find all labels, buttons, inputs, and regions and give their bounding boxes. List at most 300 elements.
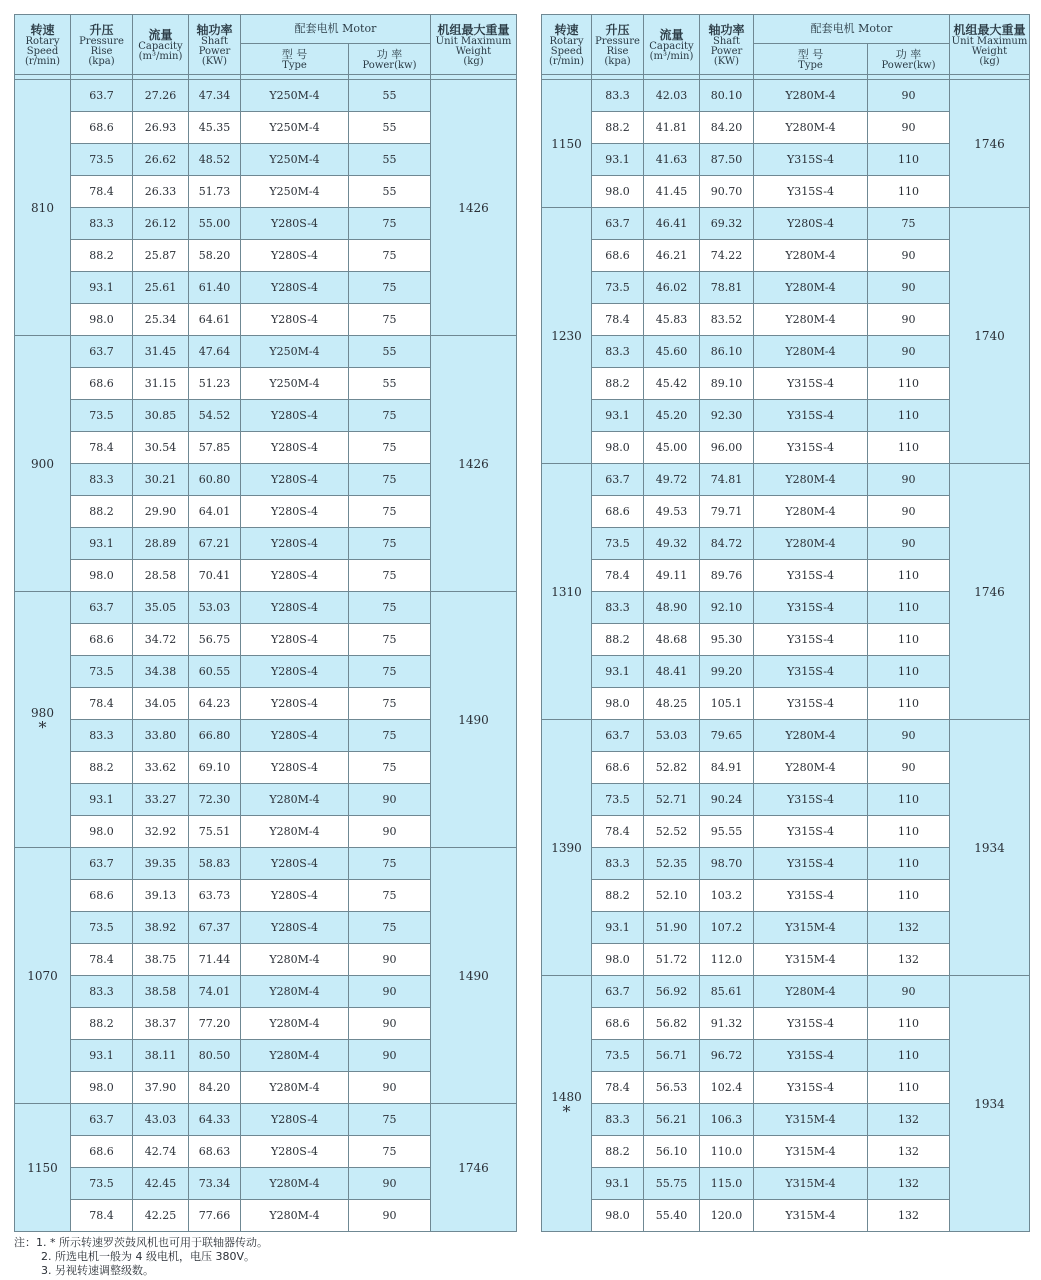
pressure-cell: 98.0 [592,944,644,976]
motor-type-cell: Y315S-4 [754,816,868,848]
star-marker: * [562,1101,571,1121]
shaft-power-cell: 96.72 [700,1040,754,1072]
speed-value: 900 [31,456,54,471]
pressure-cell: 78.4 [71,944,133,976]
header-capacity: 流量 Capacity (m³/min) [644,15,700,75]
motor-type-cell: Y280M-4 [754,496,868,528]
capacity-cell: 53.03 [644,720,700,752]
header-motor: 配套电机 Motor [754,15,950,44]
shaft-power-cell: 80.10 [700,80,754,112]
pressure-cell: 83.3 [71,976,133,1008]
weight-cell: 1426 [431,80,517,336]
pressure-cell: 88.2 [592,1136,644,1168]
motor-power-cell: 75 [349,208,431,240]
header-motor-power: 功 率 Power(kw) [349,44,431,75]
motor-power-cell: 132 [868,1200,950,1232]
capacity-cell: 45.60 [644,336,700,368]
motor-type-cell: Y315M-4 [754,1168,868,1200]
capacity-cell: 56.82 [644,1008,700,1040]
capacity-cell: 42.03 [644,80,700,112]
shaft-power-cell: 84.20 [189,1072,241,1104]
shaft-power-cell: 73.34 [189,1168,241,1200]
motor-power-cell: 75 [349,752,431,784]
pressure-cell: 93.1 [592,656,644,688]
footnote-3: 3. 另视转速调整级数。 [41,1264,154,1277]
capacity-cell: 34.38 [133,656,189,688]
motor-power-cell: 75 [349,880,431,912]
pressure-cell: 93.1 [71,784,133,816]
capacity-cell: 48.25 [644,688,700,720]
pressure-cell: 88.2 [592,112,644,144]
motor-type-cell: Y315S-4 [754,688,868,720]
motor-type-cell: Y280M-4 [754,720,868,752]
motor-type-cell: Y280M-4 [241,944,349,976]
speed-value: 810 [31,200,54,215]
motor-power-cell: 90 [868,336,950,368]
shaft-power-cell: 120.0 [700,1200,754,1232]
shaft-power-cell: 60.80 [189,464,241,496]
motor-power-cell: 90 [349,1008,431,1040]
shaft-power-cell: 63.73 [189,880,241,912]
motor-power-cell: 75 [349,560,431,592]
motor-power-cell: 75 [349,848,431,880]
capacity-cell: 33.80 [133,720,189,752]
motor-type-cell: Y315S-4 [754,656,868,688]
motor-power-cell: 75 [349,592,431,624]
table-row [542,976,1030,1008]
motor-type-cell: Y280M-4 [241,816,349,848]
motor-type-cell: Y280M-4 [241,1200,349,1232]
pressure-cell: 78.4 [71,176,133,208]
shaft-power-cell: 69.10 [189,752,241,784]
weight-cell: 1490 [431,592,517,848]
shaft-power-cell: 86.10 [700,336,754,368]
motor-type-cell: Y280S-4 [241,656,349,688]
weight-cell: 1740 [950,208,1030,464]
motor-power-cell: 110 [868,432,950,464]
motor-power-cell: 75 [349,496,431,528]
shaft-power-cell: 80.50 [189,1040,241,1072]
motor-type-cell: Y315S-4 [754,176,868,208]
shaft-power-cell: 112.0 [700,944,754,976]
motor-type-cell: Y315S-4 [754,1008,868,1040]
pressure-cell: 73.5 [592,528,644,560]
motor-type-cell: Y250M-4 [241,176,349,208]
shaft-power-cell: 70.41 [189,560,241,592]
motor-type-cell: Y280M-4 [241,784,349,816]
motor-power-cell: 110 [868,176,950,208]
pressure-cell: 63.7 [592,208,644,240]
shaft-power-cell: 79.71 [700,496,754,528]
capacity-cell: 33.62 [133,752,189,784]
shaft-power-cell: 68.63 [189,1136,241,1168]
shaft-power-cell: 84.20 [700,112,754,144]
shaft-power-cell: 71.44 [189,944,241,976]
motor-power-cell: 55 [349,368,431,400]
shaft-power-cell: 84.91 [700,752,754,784]
pressure-cell: 93.1 [592,400,644,432]
pressure-cell: 83.3 [592,592,644,624]
motor-power-cell: 90 [868,528,950,560]
motor-type-cell: Y315S-4 [754,1040,868,1072]
shaft-power-cell: 89.76 [700,560,754,592]
speed-cell [15,336,71,592]
capacity-cell: 46.02 [644,272,700,304]
motor-type-cell: Y250M-4 [241,112,349,144]
capacity-cell: 52.71 [644,784,700,816]
pressure-cell: 83.3 [592,80,644,112]
speed-value: 1070 [27,968,58,983]
header-pressure: 升压 Pressure Rise (kpa) [592,15,644,75]
motor-type-cell: Y280M-4 [241,1168,349,1200]
motor-type-cell: Y315S-4 [754,880,868,912]
motor-type-cell: Y280S-4 [241,688,349,720]
shaft-power-cell: 56.75 [189,624,241,656]
motor-power-cell: 110 [868,816,950,848]
table-row [15,1104,517,1136]
pressure-cell: 68.6 [71,880,133,912]
motor-power-cell: 132 [868,1104,950,1136]
capacity-cell: 48.68 [644,624,700,656]
pressure-cell: 83.3 [71,208,133,240]
motor-power-cell: 75 [868,208,950,240]
motor-type-cell: Y280M-4 [754,272,868,304]
left-performance-table [14,14,517,1232]
capacity-cell: 39.35 [133,848,189,880]
motor-power-cell: 90 [868,80,950,112]
shaft-power-cell: 67.21 [189,528,241,560]
capacity-cell: 26.62 [133,144,189,176]
capacity-cell: 56.21 [644,1104,700,1136]
capacity-cell: 26.93 [133,112,189,144]
pressure-cell: 73.5 [71,912,133,944]
capacity-cell: 28.89 [133,528,189,560]
shaft-power-cell: 90.24 [700,784,754,816]
motor-power-cell: 90 [868,464,950,496]
motor-power-cell: 75 [349,272,431,304]
motor-type-cell: Y280S-4 [241,912,349,944]
motor-type-cell: Y315S-4 [754,784,868,816]
shaft-power-cell: 77.66 [189,1200,241,1232]
capacity-cell: 26.12 [133,208,189,240]
motor-type-cell: Y280S-4 [241,1104,349,1136]
pressure-cell: 78.4 [71,688,133,720]
motor-type-cell: Y280S-4 [754,208,868,240]
pressure-cell: 73.5 [71,400,133,432]
shaft-power-cell: 92.10 [700,592,754,624]
motor-type-cell: Y280M-4 [754,304,868,336]
capacity-cell: 42.45 [133,1168,189,1200]
capacity-cell: 31.15 [133,368,189,400]
motor-type-cell: Y280M-4 [754,112,868,144]
motor-type-cell: Y315S-4 [754,592,868,624]
speed-cell [542,80,592,208]
pressure-cell: 68.6 [592,240,644,272]
capacity-cell: 39.13 [133,880,189,912]
weight-cell: 1934 [950,976,1030,1232]
header-speed: 转速 Rotary Speed (r/min) [15,15,71,75]
motor-power-cell: 110 [868,560,950,592]
motor-type-cell: Y315S-4 [754,560,868,592]
table-row [15,848,517,880]
motor-power-cell: 90 [868,976,950,1008]
motor-power-cell: 110 [868,688,950,720]
pressure-cell: 88.2 [592,880,644,912]
pressure-cell: 68.6 [592,752,644,784]
motor-type-cell: Y315S-4 [754,1072,868,1104]
motor-type-cell: Y280M-4 [754,240,868,272]
weight-cell: 1746 [950,80,1030,208]
capacity-cell: 51.72 [644,944,700,976]
capacity-cell: 38.75 [133,944,189,976]
capacity-cell: 41.45 [644,176,700,208]
pressure-cell: 98.0 [592,1200,644,1232]
capacity-cell: 45.20 [644,400,700,432]
motor-power-cell: 90 [349,1200,431,1232]
pressure-cell: 93.1 [592,1168,644,1200]
pressure-cell: 63.7 [71,336,133,368]
motor-type-cell: Y280S-4 [241,624,349,656]
shaft-power-cell: 74.81 [700,464,754,496]
footnote-1: 注：1. * 所示转速罗茨鼓风机也可用于联轴器传动。 [14,1236,268,1249]
pressure-cell: 68.6 [592,1008,644,1040]
shaft-power-cell: 66.80 [189,720,241,752]
motor-power-cell: 110 [868,400,950,432]
motor-type-cell: Y315S-4 [754,368,868,400]
motor-power-cell: 110 [868,784,950,816]
capacity-cell: 48.41 [644,656,700,688]
pressure-cell: 78.4 [71,1200,133,1232]
speed-value: 1310 [551,584,582,599]
motor-type-cell: Y315S-4 [754,144,868,176]
capacity-cell: 56.10 [644,1136,700,1168]
header-weight: 机组最大重量 Unit Maximum Weight (kg) [950,15,1030,75]
speed-cell [542,208,592,464]
capacity-cell: 55.75 [644,1168,700,1200]
right-performance-table [541,14,1030,1232]
motor-type-cell: Y280M-4 [754,976,868,1008]
motor-power-cell: 75 [349,1136,431,1168]
motor-type-cell: Y315M-4 [754,912,868,944]
table-row [15,80,517,112]
motor-power-cell: 90 [868,752,950,784]
capacity-cell: 52.52 [644,816,700,848]
header-speed: 转速 Rotary Speed (r/min) [542,15,592,75]
speed-value: 1390 [551,840,582,855]
weight-cell: 1746 [950,464,1030,720]
motor-power-cell: 75 [349,688,431,720]
motor-type-cell: Y315S-4 [754,432,868,464]
header-motor-type: 型 号 Type [754,44,868,75]
speed-cell [15,80,71,336]
shaft-power-cell: 89.10 [700,368,754,400]
shaft-power-cell: 48.52 [189,144,241,176]
motor-power-cell: 90 [349,1040,431,1072]
motor-type-cell: Y280S-4 [241,592,349,624]
motor-type-cell: Y280M-4 [754,464,868,496]
speed-cell [15,848,71,1104]
capacity-cell: 49.32 [644,528,700,560]
pressure-cell: 93.1 [592,912,644,944]
motor-power-cell: 132 [868,1168,950,1200]
shaft-power-cell: 92.30 [700,400,754,432]
weight-cell: 1490 [431,848,517,1104]
capacity-cell: 56.92 [644,976,700,1008]
capacity-cell: 30.85 [133,400,189,432]
motor-type-cell: Y280S-4 [241,400,349,432]
shaft-power-cell: 51.73 [189,176,241,208]
motor-power-cell: 90 [868,304,950,336]
shaft-power-cell: 87.50 [700,144,754,176]
shaft-power-cell: 64.61 [189,304,241,336]
capacity-cell: 26.33 [133,176,189,208]
pressure-cell: 98.0 [592,176,644,208]
motor-power-cell: 110 [868,1040,950,1072]
pressure-cell: 98.0 [592,688,644,720]
capacity-cell: 42.74 [133,1136,189,1168]
shaft-power-cell: 85.61 [700,976,754,1008]
shaft-power-cell: 74.01 [189,976,241,1008]
motor-power-cell: 55 [349,336,431,368]
motor-power-cell: 75 [349,304,431,336]
capacity-cell: 52.10 [644,880,700,912]
capacity-cell: 25.87 [133,240,189,272]
motor-power-cell: 132 [868,912,950,944]
capacity-cell: 51.90 [644,912,700,944]
capacity-cell: 45.00 [644,432,700,464]
pressure-cell: 93.1 [592,144,644,176]
motor-power-cell: 132 [868,944,950,976]
capacity-cell: 49.53 [644,496,700,528]
motor-power-cell: 90 [868,720,950,752]
capacity-cell: 56.53 [644,1072,700,1104]
motor-type-cell: Y315M-4 [754,1136,868,1168]
motor-power-cell: 55 [349,80,431,112]
shaft-power-cell: 106.3 [700,1104,754,1136]
motor-type-cell: Y315M-4 [754,944,868,976]
motor-power-cell: 75 [349,720,431,752]
motor-power-cell: 55 [349,144,431,176]
capacity-cell: 55.40 [644,1200,700,1232]
motor-power-cell: 90 [349,1168,431,1200]
motor-type-cell: Y250M-4 [241,368,349,400]
capacity-cell: 34.72 [133,624,189,656]
capacity-cell: 28.58 [133,560,189,592]
shaft-power-cell: 78.81 [700,272,754,304]
shaft-power-cell: 91.32 [700,1008,754,1040]
capacity-cell: 52.82 [644,752,700,784]
pressure-cell: 83.3 [592,848,644,880]
pressure-cell: 63.7 [71,80,133,112]
capacity-cell: 30.21 [133,464,189,496]
shaft-power-cell: 53.03 [189,592,241,624]
motor-type-cell: Y280S-4 [241,272,349,304]
pressure-cell: 88.2 [592,624,644,656]
motor-power-cell: 90 [868,112,950,144]
capacity-cell: 41.63 [644,144,700,176]
shaft-power-cell: 105.1 [700,688,754,720]
footnote-2: 2. 所选电机一般为 4 级电机，电压 380V。 [41,1250,255,1263]
pressure-cell: 68.6 [71,1136,133,1168]
motor-type-cell: Y280S-4 [241,1136,349,1168]
pressure-cell: 68.6 [592,496,644,528]
motor-type-cell: Y280M-4 [241,976,349,1008]
motor-power-cell: 75 [349,1104,431,1136]
pressure-cell: 63.7 [71,592,133,624]
motor-power-cell: 55 [349,176,431,208]
table-row [542,208,1030,240]
capacity-cell: 38.92 [133,912,189,944]
table-row [542,720,1030,752]
pressure-cell: 73.5 [592,1040,644,1072]
header-capacity: 流量 Capacity (m³/min) [133,15,189,75]
table-row [15,592,517,624]
shaft-power-cell: 51.23 [189,368,241,400]
shaft-power-cell: 47.64 [189,336,241,368]
motor-type-cell: Y250M-4 [241,144,349,176]
capacity-cell: 25.34 [133,304,189,336]
motor-type-cell: Y280S-4 [241,560,349,592]
motor-power-cell: 75 [349,432,431,464]
motor-type-cell: Y280S-4 [241,304,349,336]
capacity-cell: 49.11 [644,560,700,592]
shaft-power-cell: 115.0 [700,1168,754,1200]
pressure-cell: 73.5 [71,656,133,688]
motor-power-cell: 110 [868,880,950,912]
shaft-power-cell: 54.52 [189,400,241,432]
pressure-cell: 88.2 [71,240,133,272]
motor-type-cell: Y280S-4 [241,208,349,240]
speed-cell [542,720,592,976]
pressure-cell: 98.0 [592,432,644,464]
pressure-cell: 68.6 [71,624,133,656]
shaft-power-cell: 60.55 [189,656,241,688]
capacity-cell: 46.41 [644,208,700,240]
motor-type-cell: Y280S-4 [241,528,349,560]
motor-type-cell: Y280S-4 [241,848,349,880]
speed-value: 980 [31,705,54,720]
capacity-cell: 30.54 [133,432,189,464]
pressure-cell: 63.7 [71,1104,133,1136]
motor-power-cell: 75 [349,624,431,656]
pressure-cell: 93.1 [71,272,133,304]
speed-value: 1480 [551,1089,582,1104]
capacity-cell: 45.83 [644,304,700,336]
pressure-cell: 68.6 [71,112,133,144]
capacity-cell: 37.90 [133,1072,189,1104]
pressure-cell: 98.0 [71,816,133,848]
shaft-power-cell: 77.20 [189,1008,241,1040]
capacity-cell: 42.25 [133,1200,189,1232]
motor-power-cell: 110 [868,592,950,624]
shaft-power-cell: 64.33 [189,1104,241,1136]
pressure-cell: 83.3 [71,720,133,752]
capacity-cell: 43.03 [133,1104,189,1136]
shaft-power-cell: 67.37 [189,912,241,944]
shaft-power-cell: 45.35 [189,112,241,144]
pressure-cell: 78.4 [71,432,133,464]
pressure-cell: 98.0 [71,304,133,336]
motor-power-cell: 75 [349,400,431,432]
motor-power-cell: 55 [349,112,431,144]
pressure-cell: 78.4 [592,816,644,848]
weight-cell: 1934 [950,720,1030,976]
pressure-cell: 68.6 [71,368,133,400]
motor-power-cell: 90 [868,272,950,304]
capacity-cell: 32.92 [133,816,189,848]
shaft-power-cell: 47.34 [189,80,241,112]
motor-type-cell: Y280M-4 [241,1072,349,1104]
